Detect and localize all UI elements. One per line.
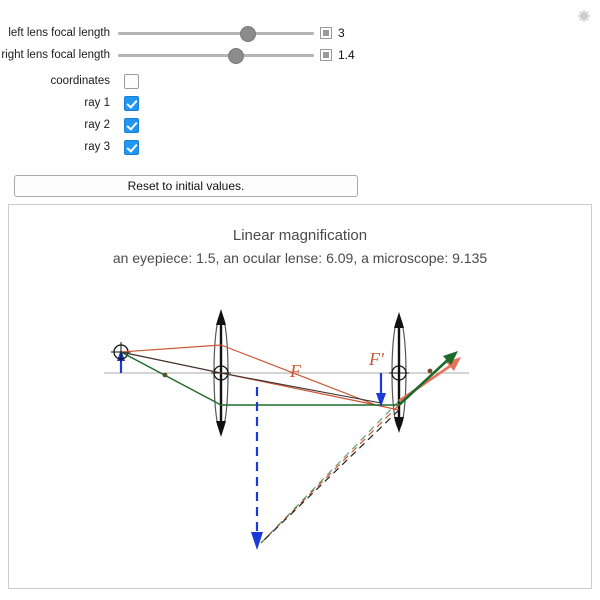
focus-left-label: F xyxy=(290,361,301,381)
ray-2-exit xyxy=(399,351,458,405)
ray-2-label: ray 2 xyxy=(84,119,110,131)
left-lens-focal-length-slider[interactable] xyxy=(118,24,314,42)
focus-right-label: F' xyxy=(369,349,384,369)
coordinates-label: coordinates xyxy=(50,75,110,87)
controls-panel xyxy=(0,22,600,158)
control-row-ray-2 xyxy=(0,114,600,136)
right-lens-focal-length-slider[interactable] xyxy=(118,46,314,64)
right-lens-focal-length-value: 1.4 xyxy=(338,48,355,62)
ray-3-label: ray 3 xyxy=(84,141,110,153)
slider-thumb[interactable] xyxy=(228,48,244,64)
ray-1-label: ray 1 xyxy=(84,97,110,109)
ray-1-exit xyxy=(399,357,461,401)
left-lens-focal-length-value: 3 xyxy=(338,26,345,40)
virtual-ray-extensions xyxy=(261,401,399,543)
slider-thumb[interactable] xyxy=(240,26,256,42)
control-row-coordinates xyxy=(0,70,600,92)
slider-track xyxy=(118,54,314,57)
right-lens-focal-length-label: right lens focal length xyxy=(1,49,110,61)
ray-2-checkbox[interactable] xyxy=(124,118,139,133)
figure-panel xyxy=(8,204,592,589)
ray-3 xyxy=(121,352,381,403)
control-row-ray-1 xyxy=(0,92,600,114)
control-row-ray-3 xyxy=(0,136,600,158)
focal-point-right xyxy=(428,369,433,374)
reset-button-wrapper xyxy=(14,175,358,197)
control-row-right-lens-focal-length xyxy=(0,44,600,66)
left-lens-focal-length-label: left lens focal length xyxy=(8,27,110,39)
virtual-image-arrow xyxy=(251,387,263,550)
coordinates-checkbox[interactable] xyxy=(124,74,139,89)
figure-title: Linear magnification xyxy=(232,227,368,244)
ray-1 xyxy=(121,345,399,410)
animate-icon[interactable] xyxy=(320,49,332,61)
figure-subtitle: an eyepiece: 1.5, an ocular lense: 6.09, a microscope: 9.135 xyxy=(112,250,488,266)
ray-1-checkbox[interactable] xyxy=(124,96,139,111)
optics-ray-diagram xyxy=(9,205,593,590)
ray-3-checkbox[interactable] xyxy=(124,140,139,155)
reset-to-initial-values-button[interactable]: Reset to initial values. xyxy=(14,175,358,197)
animate-icon[interactable] xyxy=(320,27,332,39)
slider-track xyxy=(118,32,314,35)
control-row-left-lens-focal-length xyxy=(0,22,600,44)
